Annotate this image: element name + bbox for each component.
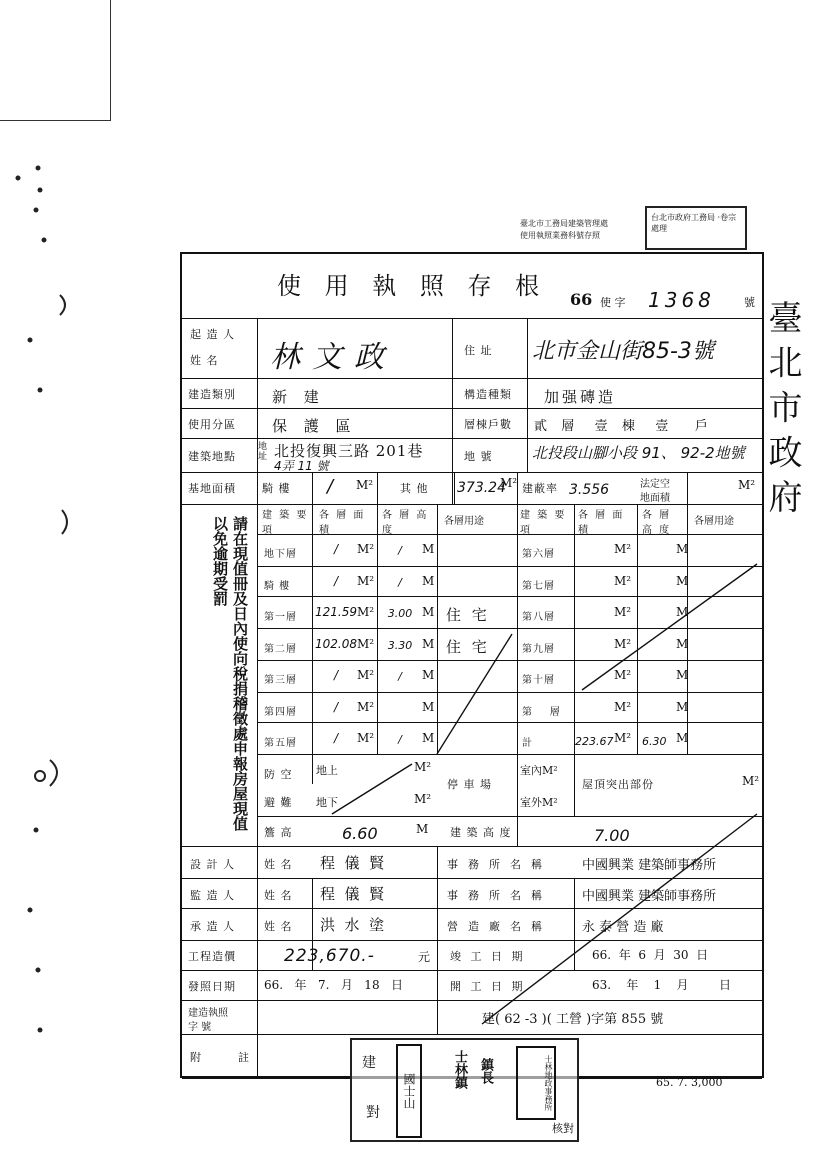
- left-floor-height: /: [398, 575, 402, 589]
- side-note: 請在現值冊及日內使向稅捐稽徵處申報房屋現值以免逾期受罰: [211, 516, 249, 831]
- right-floor-height-unit: M: [676, 699, 689, 714]
- stamp-left-1: 建: [362, 1055, 376, 1071]
- left-floor-height-unit: M: [422, 605, 435, 619]
- left-floor-area: /: [333, 573, 339, 588]
- stamp-seal-1: 國士山: [396, 1044, 422, 1138]
- left-floor-area: 102.08: [315, 636, 357, 651]
- right-floor-height-unit: M: [676, 731, 689, 745]
- eave-value: 6.60: [342, 824, 378, 843]
- margin-dot: [34, 828, 38, 832]
- right-floor-area-unit: M²: [614, 699, 632, 714]
- person-name: 洪 水 塗: [320, 916, 385, 934]
- strike-line: [332, 764, 412, 814]
- left-floor-name: 地下層: [264, 549, 297, 560]
- done-value: 66. 年 6 月 30 日: [592, 948, 709, 962]
- margin-dot: [34, 208, 38, 212]
- roof-label: 屋頂突出部份: [582, 778, 654, 791]
- header-height-right: 各 層 高 度: [642, 510, 672, 536]
- left-floor-area: /: [333, 668, 339, 682]
- issue-label: 發照日期: [188, 980, 236, 993]
- person-name-label: 姓 名: [264, 858, 293, 871]
- stamp-seal-3: 核對: [552, 1122, 574, 1135]
- left-floor-area: /: [333, 542, 339, 556]
- left-floor-area-unit: M²: [357, 542, 375, 556]
- shelter-below-unit: M²: [414, 792, 432, 806]
- person-org-label: 營 造 廠 名 稱: [447, 920, 543, 933]
- owner-label-1: 起 造 人: [190, 328, 235, 341]
- right-floor-area-unit: M²: [614, 542, 632, 556]
- coverage-value: 3.556: [569, 482, 610, 498]
- floors-label: 層棟戶數: [464, 418, 512, 431]
- eave-label: 簷 高: [264, 826, 293, 839]
- start-value: 63. 年 1 月 日: [592, 978, 732, 992]
- strike-line: [582, 564, 757, 690]
- person-org-label: 事 務 所 名 稱: [447, 858, 543, 871]
- parking-outdoor: 室外M²: [520, 796, 558, 809]
- right-floor-height-unit: M: [676, 636, 689, 651]
- base-area-label: 基地面積: [188, 482, 236, 495]
- header-use-left: 各層用途: [444, 516, 484, 527]
- left-floor-area-unit: M²: [357, 668, 375, 682]
- left-floor-height: /: [398, 670, 402, 683]
- left-floor-use: 住 宅: [446, 637, 490, 656]
- header-area-left: 各 層 面 積: [319, 510, 366, 536]
- shelter-label-2: 避 難: [264, 796, 293, 809]
- right-floor-area-unit: M²: [614, 573, 632, 588]
- owner-address: 北市金山街85-3號: [532, 339, 714, 364]
- stamp-seal-2: 士林鎮: [452, 1050, 467, 1089]
- parking-label: 停 車 場: [447, 778, 492, 791]
- issue-value: 66. 年 7. 月 18 日: [264, 978, 404, 992]
- license-year: 66: [570, 290, 593, 309]
- top-stamp-box-text: 台北市政府工務局 ·卷宗處理: [651, 213, 737, 233]
- start-label: 開 工 日 期: [450, 980, 526, 993]
- top-stamp-text: [520, 218, 640, 242]
- right-floor-area-unit: M²: [614, 605, 632, 619]
- margin-curl: [50, 760, 57, 786]
- header-item-right: 建 築 要 項: [520, 510, 567, 536]
- left-floor-name: 第三層: [264, 675, 297, 686]
- person-org: 中國興業 建築師事務所: [582, 858, 717, 873]
- license-prefix: 使 字: [600, 296, 626, 309]
- strike-line: [437, 634, 512, 754]
- left-floor-use: 住 宅: [446, 606, 490, 624]
- left-floor-height-unit: M: [422, 636, 435, 651]
- right-floor-height: 6.30: [642, 735, 667, 748]
- coverage-label: 建蔽率: [522, 482, 558, 495]
- left-floor-name: 第五層: [264, 738, 297, 749]
- stamp-left-2: 對: [366, 1105, 380, 1121]
- legal-label-1: 法定空: [640, 479, 670, 490]
- other-value: 373.24: [457, 480, 506, 496]
- person-name: 程 儀 賢: [320, 854, 385, 872]
- construction-type-value: 新 建: [272, 388, 325, 406]
- other-label: 其 他: [400, 482, 429, 495]
- header-area-right: 各 層 面 積: [578, 510, 625, 536]
- right-floor-area: 223.67: [575, 735, 614, 748]
- stamp-center-text: 士林地政事務所: [516, 1046, 556, 1120]
- margin-marks: [0, 150, 90, 1050]
- margin-curl: [62, 510, 67, 534]
- left-floor-height-unit: M: [422, 668, 435, 682]
- left-floor-height: 3.00: [387, 607, 413, 620]
- header-use-right: 各層用途: [694, 516, 734, 527]
- margin-dot: [38, 388, 42, 392]
- left-floor-area: /: [333, 731, 339, 745]
- site-address-line2: 4弄 11 號: [274, 459, 329, 473]
- construction-type-label: 建造類別: [188, 388, 236, 401]
- left-floor-height-unit: M: [422, 542, 435, 556]
- license-suffix: 號: [744, 296, 755, 309]
- right-floor-name: 第十層: [522, 675, 555, 686]
- left-floor-name: 第二層: [264, 643, 297, 655]
- print-run-footer: 65. 7. 3,000: [656, 1076, 723, 1089]
- margin-dot: [42, 238, 46, 242]
- header-height-left: 各 層 高 度: [382, 510, 429, 536]
- left-floor-name: 第一層: [264, 612, 297, 623]
- right-floor-area-unit: M²: [614, 731, 632, 745]
- left-floor-area-unit: M²: [357, 605, 375, 619]
- owner-name: 林文政: [270, 340, 396, 375]
- top-stamp-box: [645, 206, 747, 250]
- lot-value: 北投段山腳小段 91、 92-2地號: [532, 444, 745, 462]
- shelter-above: 地上: [316, 764, 338, 777]
- license-form: [180, 252, 764, 1078]
- right-floor-area-unit: M²: [614, 636, 632, 651]
- person-role: 設 計 人: [190, 858, 235, 871]
- legal-value: M²: [738, 478, 756, 492]
- other-unit: M²: [500, 476, 518, 490]
- person-role: 承 造 人: [190, 920, 235, 933]
- building-height-label: 建 築 高 度: [450, 826, 512, 839]
- floors-value: 貳 層 壹 棟 壹 戶: [534, 419, 710, 434]
- site-address: 北投復興三路 201巷: [274, 442, 424, 460]
- top-stamp-line2: 使用執照業務科號存照: [520, 231, 600, 240]
- left-floor-area-unit: M²: [357, 731, 375, 745]
- margin-dot: [28, 908, 32, 912]
- permit-label-1: 建造執照: [188, 1008, 228, 1019]
- left-floor-name: 第四層: [264, 706, 297, 718]
- person-org-label: 事 務 所 名 稱: [447, 889, 543, 902]
- margin-dot: [38, 188, 42, 192]
- zoning-label: 使用分區: [188, 418, 236, 431]
- right-floor-name: 第六層: [522, 549, 555, 560]
- cost-value: 223,670.-: [284, 946, 375, 966]
- person-name-label: 姓 名: [264, 920, 293, 933]
- left-floor-area-unit: M²: [357, 636, 375, 651]
- roof-value: M²: [742, 774, 760, 788]
- person-name: 程 儀 賢: [320, 885, 385, 903]
- building-height-value: 7.00: [594, 826, 630, 845]
- license-number: 1368: [648, 288, 715, 312]
- structure-value: 加强磚造: [544, 388, 617, 406]
- permit-label-2: 字 號: [188, 1022, 212, 1033]
- left-floor-height: /: [398, 544, 402, 557]
- left-floor-height-unit: M: [422, 573, 435, 588]
- legal-label-2: 地面積: [640, 493, 670, 504]
- margin-dot: [36, 968, 40, 972]
- person-org: 永 泰 營 造 廠: [582, 920, 664, 935]
- zoning-value: 保 護 區: [272, 417, 357, 435]
- done-label: 竣 工 日 期: [450, 950, 526, 963]
- form-title: 使 用 執 照 存 根: [277, 272, 548, 300]
- shelter-label-1: 防 空: [264, 768, 293, 781]
- top-stamp-line1: 臺北市工務局建築管理處: [520, 219, 608, 228]
- arcade-unit: M²: [356, 478, 374, 492]
- permit-value: 建( 62 -3 )( 工營 )字第 855 號: [482, 1012, 664, 1027]
- shelter-above-unit: M²: [414, 760, 432, 774]
- right-floor-name: 第七層: [522, 580, 555, 592]
- arcade-label: 騎 樓: [262, 482, 291, 495]
- right-floor-height-unit: M: [676, 573, 689, 588]
- person-name-label: 姓 名: [264, 889, 293, 902]
- left-floor-name: 騎 樓: [264, 580, 291, 592]
- right-floor-height-unit: M: [676, 605, 689, 619]
- site-addr-label: 地址: [258, 442, 268, 462]
- left-floor-height-unit: M: [422, 731, 435, 745]
- lot-label: 地 號: [464, 450, 493, 463]
- margin-dot: [16, 176, 20, 180]
- bottom-stamp: [350, 1038, 579, 1142]
- right-floor-name: 第八層: [522, 612, 555, 623]
- structure-label: 構造種類: [464, 388, 512, 401]
- right-floor-height-unit: M: [676, 668, 689, 682]
- left-floor-area-unit: M²: [357, 699, 375, 714]
- right-floor-name: 第 層: [522, 706, 561, 718]
- left-floor-area: 121.59: [315, 605, 357, 619]
- parking-indoor: 室內M²: [520, 764, 558, 777]
- left-floor-height-unit: M: [422, 699, 435, 714]
- stamp-seal-4: 鎮長: [478, 1058, 493, 1084]
- owner-label-2: 姓 名: [190, 354, 219, 367]
- address-label: 住 址: [464, 344, 493, 357]
- scan-border: [0, 0, 111, 121]
- left-floor-area-unit: M²: [357, 573, 375, 588]
- margin-ring: [35, 771, 45, 781]
- cost-unit: 元: [418, 950, 431, 964]
- margin-dot: [28, 338, 32, 342]
- notes-label: 附 註: [190, 1051, 250, 1064]
- person-role: 監 造 人: [190, 889, 235, 902]
- person-org: 中國興業 建築師事務所: [582, 889, 717, 904]
- site-label: 建築地點: [188, 450, 236, 463]
- left-floor-area: /: [333, 699, 339, 714]
- arcade-value: /: [327, 476, 334, 497]
- margin-dot: [38, 1028, 42, 1032]
- right-margin-text: 臺 北 市 政 府: [762, 300, 802, 514]
- margin-dot: [36, 166, 40, 170]
- cost-label: 工程造價: [188, 950, 236, 963]
- eave-unit: M: [416, 822, 429, 836]
- right-floor-height-unit: M: [676, 542, 689, 556]
- right-floor-name: 計: [522, 738, 533, 749]
- margin-curl: [60, 295, 65, 315]
- shelter-below: 地下: [316, 796, 338, 809]
- header-item-left: 建 築 要 項: [262, 510, 309, 536]
- right-floor-name: 第九層: [522, 643, 555, 655]
- left-floor-height: 3.30: [387, 638, 413, 652]
- right-floor-area-unit: M²: [614, 668, 632, 682]
- left-floor-height: /: [398, 733, 402, 746]
